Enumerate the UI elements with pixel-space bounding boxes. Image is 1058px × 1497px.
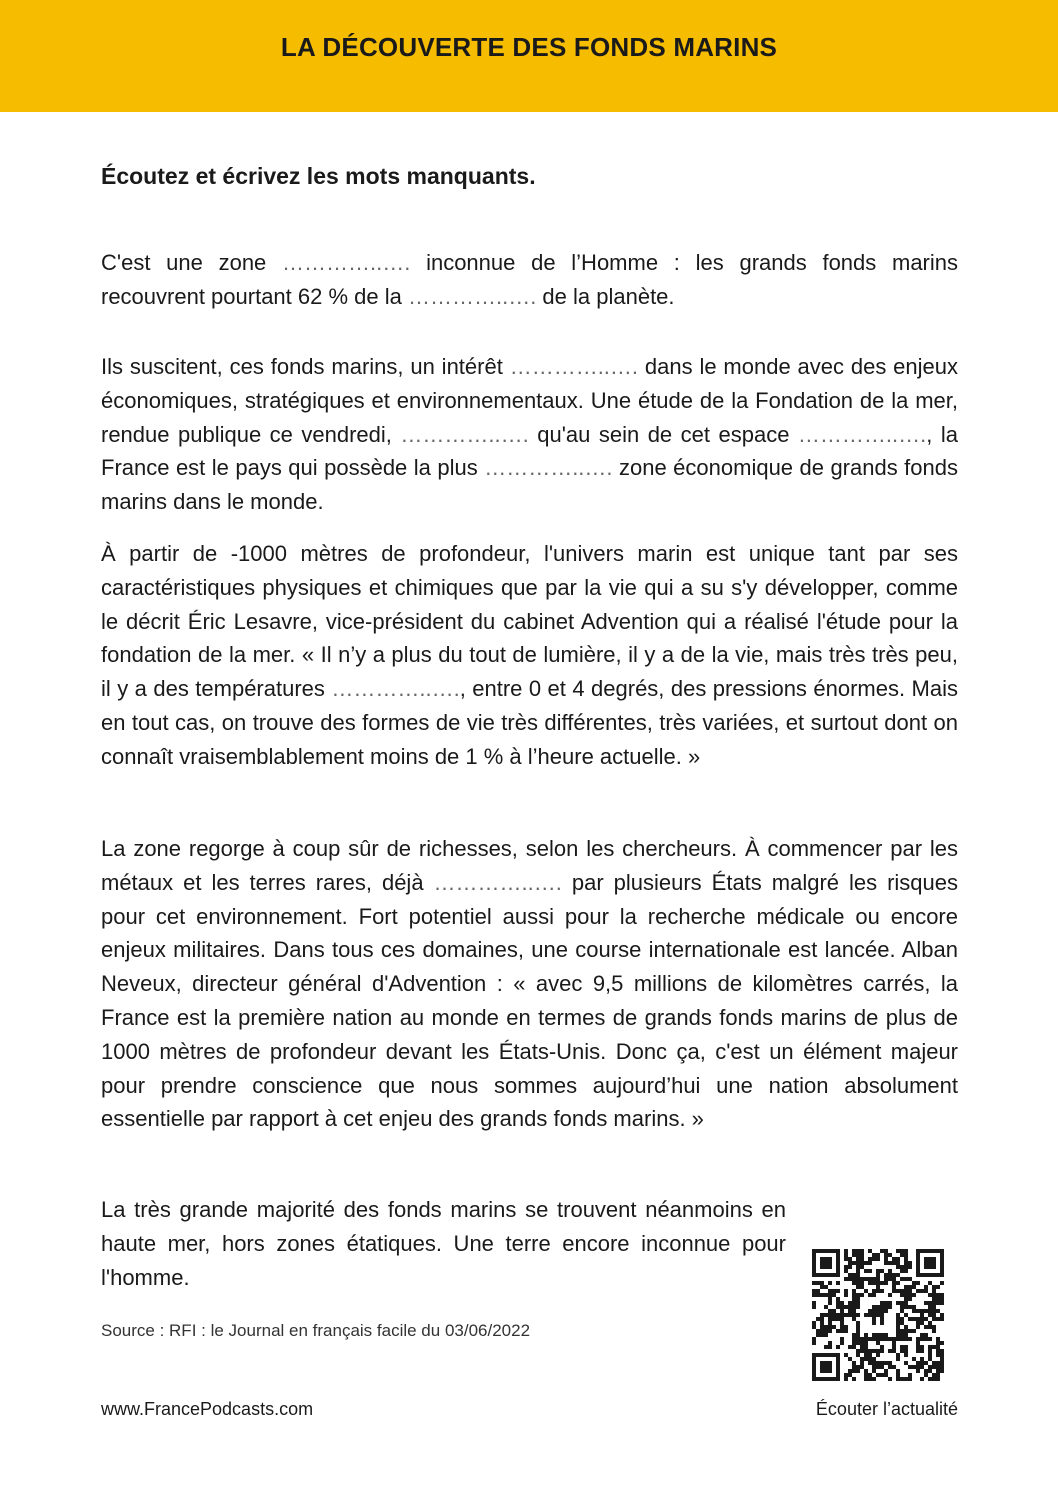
source-note: Source : RFI : le Journal en français facile du 03/06/2022	[101, 1321, 531, 1340]
header-banner	[0, 0, 1058, 112]
page-title: LA DÉCOUVERTE DES FONDS MARINS	[280, 32, 778, 62]
listen-news-label[interactable]: Écouter l’actualité	[815, 1399, 958, 1419]
missing-word-blank[interactable]: …………..….	[331, 676, 460, 702]
missing-word-blank[interactable]: …………..….	[509, 354, 639, 379]
paragraph-1: C'est une zone …………..…. inconnue de l’Homme : les grands fonds marins recouvrent pourtant 62 % de la …………..…. de la planète.	[101, 250, 958, 309]
qr-code-icon[interactable]	[812, 1249, 944, 1381]
instruction-heading: Écoutez et écrivez les mots manquants.	[101, 163, 536, 189]
paragraph-3: À partir de -1000 mètres de profondeur, l'univers marin est unique tant par ses caractéristiques physiques et chimiques que par la vie qui a su s'y développer, comme le décrit Éric Lesavre, vice-président du cabinet Advention qui a réalisé l'étude pour la fondation de la mer. « Il n’y a plus du tout de lumière, il y a de la vie, mais très très peu, il y a des températures …………..…., entre 0 et 4 degrés, des pressions énormes. Mais en tout cas, on trouve des formes de vie très différentes, très variées, et surtout dont on connaît vraisemblablement moins de 1 % à l’heure actuelle. »	[101, 541, 958, 769]
missing-word-blank[interactable]: …………..….	[407, 283, 537, 309]
missing-word-blank[interactable]: …………..….	[282, 250, 411, 275]
missing-word-blank[interactable]: …………..….	[433, 869, 562, 895]
missing-word-blank[interactable]: …………..….	[797, 421, 927, 447]
missing-word-blank[interactable]: …………..….	[484, 455, 613, 481]
paragraph-2: Ils suscitent, ces fonds marins, un intérêt …………..…. dans le monde avec des enjeux économiques, stratégiques et environnementaux. Une étude de la Fondation de la mer, rendue publique ce vendredi, …………..…. qu'au sein de cet espace …………..…., la France est le pays qui possède la plus …………..…. zone économique de grands fonds marins dans le monde.	[101, 354, 959, 515]
website-link[interactable]: www.FrancePodcasts.com	[101, 1399, 314, 1419]
paragraph-4: La zone regorge à coup sûr de richesses, selon les chercheurs. À commencer par les métaux et les terres rares, déjà …………..…. par plusieurs États malgré les risques pour cet environnement. Fort potentiel aussi pour la recherche médicale ou encore enjeux militaires. Dans tous ces domaines, une course internationale est lancée. Alban Neveux, directeur général d'Advention : « avec 9,5 millions de kilomètres carrés, la France est la première nation au monde en termes de grands fonds marins de plus de 1000 mètres de profondeur devant les États-Unis. Donc ça, c'est un élément majeur pour prendre conscience que nous sommes aujourd’hui une nation absolument essentielle par rapport à cet enjeu des grands fonds marins. »	[101, 836, 959, 1132]
paragraph-5: La très grande majorité des fonds marins se trouvent néanmoins en haute mer, hors zones étatiques. Une terre encore inconnue pour l'homme.	[101, 1197, 786, 1290]
missing-word-blank[interactable]: …………..….	[400, 421, 529, 447]
